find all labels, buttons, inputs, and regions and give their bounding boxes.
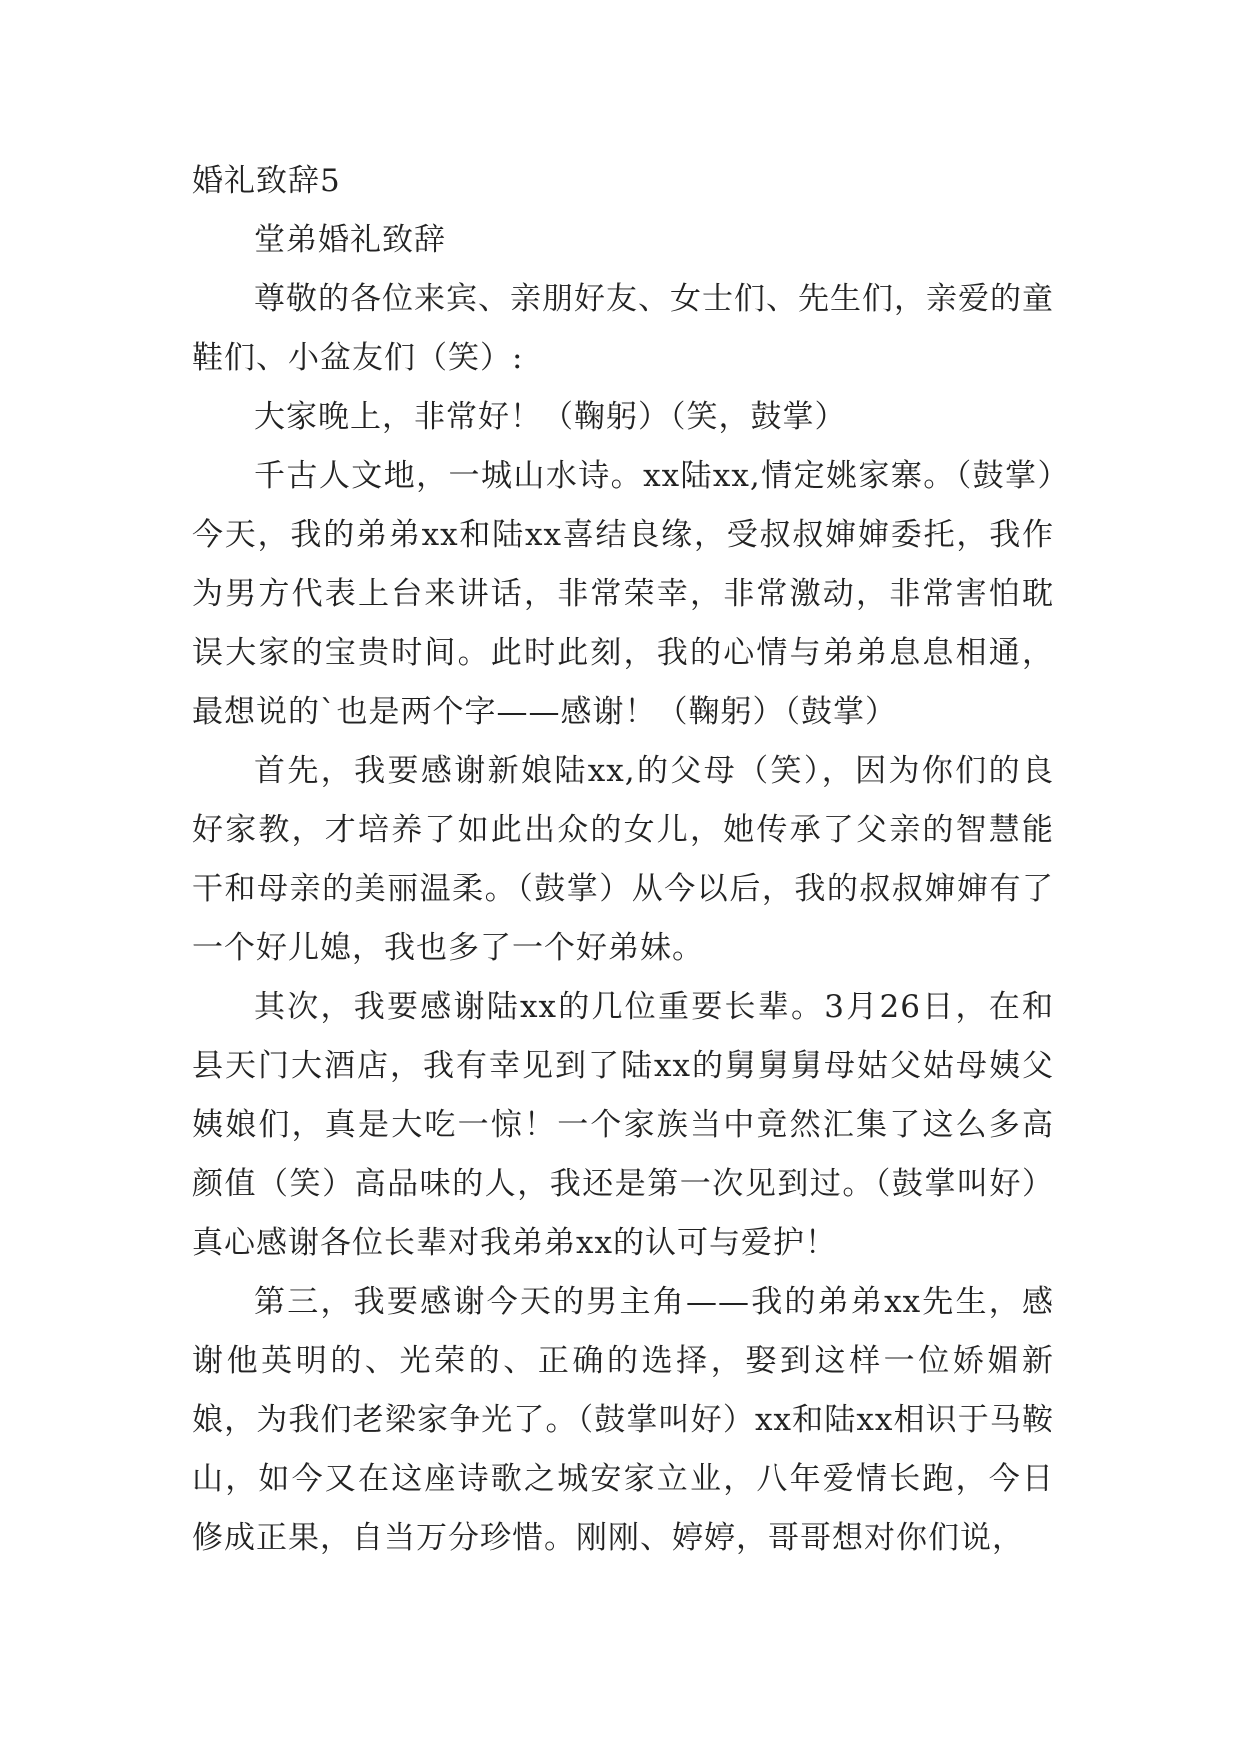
document-body xyxy=(192,152,1054,1568)
paragraph-introduction: 千古人文地，一城山水诗。xx陆xx,情定姚家寨。（鼓掌）今天，我的弟弟xx和陆xx喜结良缘，受叔叔婶婶委托，我作为男方代表上台来讲话，非常荣幸，非常激动，非常害怕耽误大家的宝贵时间。此时此刻，我的心情与弟弟息息相通，最想说的`也是两个字——感谢！（鞠躬）（鼓掌） xyxy=(192,458,1054,730)
paragraph-thanks-groom: 第三，我要感谢今天的男主角——我的弟弟xx先生，感谢他英明的、光荣的、正确的选择，娶到这样一位娇媚新娘，为我们老梁家争光了。（鼓掌叫好）xx和陆xx相识于马鞍山，如今又在这座诗歌之城安家立业，八年爱情长跑，今日修成正果，自当万分珍惜。刚刚、婷婷，哥哥想对你们说， xyxy=(192,1284,1054,1556)
paragraph-thanks-bride-parents: 首先，我要感谢新娘陆xx,的父母（笑），因为你们的良好家教，才培养了如此出众的女儿，她传承了父亲的智慧能干和母亲的美丽温柔。（鼓掌）从今以后，我的叔叔婶婶有了一个好儿媳，我也多了一个好弟妹。 xyxy=(192,753,1054,966)
paragraph-thanks-elders: 其次，我要感谢陆xx的几位重要长辈。3月26日，在和县天门大酒店，我有幸见到了陆xx的舅舅舅母姑父姑母姨父姨娘们，真是大吃一惊！一个家族当中竟然汇集了这么多高颜值（笑）高品味的人，我还是第一次见到过。（鼓掌叫好）真心感谢各位长辈对我弟弟xx的认可与爱护！ xyxy=(192,989,1054,1261)
document-title: 婚礼致辞5 xyxy=(192,163,341,199)
paragraph-good-evening: 大家晚上，非常好！（鞠躬）（笑，鼓掌） xyxy=(254,399,847,435)
paragraph-greeting: 尊敬的各位来宾、亲朋好友、女士们、先生们，亲爱的童鞋们、小盆友们（笑）: xyxy=(192,281,1054,376)
speech-subtitle: 堂弟婚礼致辞 xyxy=(254,222,446,258)
